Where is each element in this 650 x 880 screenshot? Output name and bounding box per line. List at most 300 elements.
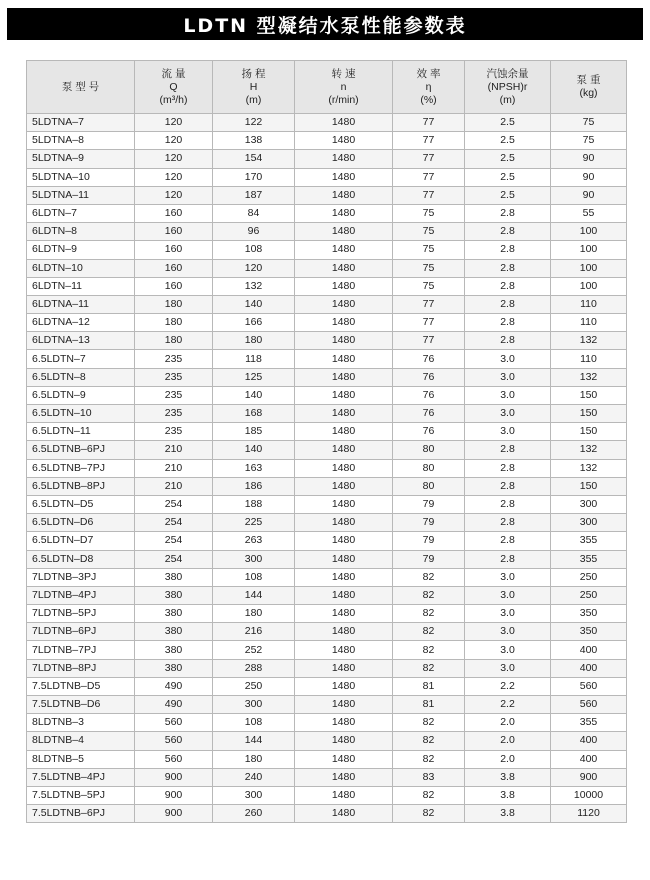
- cell-npsh: 2.5: [465, 168, 551, 186]
- cell-model: 6.5LDTN–D6: [27, 514, 135, 532]
- cell-efficiency: 82: [393, 750, 465, 768]
- cell-flow: 120: [135, 186, 213, 204]
- cell-speed: 1480: [295, 314, 393, 332]
- cell-flow: 380: [135, 586, 213, 604]
- cell-weight: 132: [551, 332, 627, 350]
- cell-speed: 1480: [295, 677, 393, 695]
- cell-head: 132: [213, 277, 295, 295]
- cell-efficiency: 82: [393, 732, 465, 750]
- cell-flow: 210: [135, 441, 213, 459]
- cell-efficiency: 76: [393, 350, 465, 368]
- cell-model: 6.5LDTN–D5: [27, 495, 135, 513]
- cell-model: 6.5LDTN–7: [27, 350, 135, 368]
- cell-efficiency: 75: [393, 277, 465, 295]
- cell-npsh: 2.8: [465, 332, 551, 350]
- cell-npsh: 2.8: [465, 441, 551, 459]
- cell-npsh: 2.8: [465, 532, 551, 550]
- table-row: [27, 204, 627, 222]
- table-row: [27, 550, 627, 568]
- cell-efficiency: 77: [393, 332, 465, 350]
- cell-flow: 380: [135, 659, 213, 677]
- cell-efficiency: 80: [393, 459, 465, 477]
- header-flow-line2: Q: [169, 80, 178, 93]
- cell-model: 6.5LDTN–11: [27, 423, 135, 441]
- cell-speed: 1480: [295, 132, 393, 150]
- table-row: [27, 659, 627, 677]
- table-row: [27, 605, 627, 623]
- header-weight-line1: 泵 重: [576, 74, 601, 86]
- cell-npsh: 2.5: [465, 186, 551, 204]
- cell-efficiency: 80: [393, 441, 465, 459]
- cell-npsh: 3.0: [465, 605, 551, 623]
- cell-head: 180: [213, 332, 295, 350]
- header-head-line1: 扬 程: [241, 67, 266, 80]
- cell-speed: 1480: [295, 441, 393, 459]
- cell-model: 7LDTNB–8PJ: [27, 659, 135, 677]
- table-row: [27, 714, 627, 732]
- cell-weight: 110: [551, 350, 627, 368]
- cell-model: 6LDTN–7: [27, 204, 135, 222]
- table-row: [27, 259, 627, 277]
- table-row: [27, 368, 627, 386]
- cell-efficiency: 82: [393, 714, 465, 732]
- cell-efficiency: 82: [393, 805, 465, 823]
- cell-model: 6LDTNA–12: [27, 314, 135, 332]
- cell-weight: 10000: [551, 786, 627, 804]
- table-row: [27, 677, 627, 695]
- cell-weight: 100: [551, 223, 627, 241]
- cell-efficiency: 82: [393, 641, 465, 659]
- cell-speed: 1480: [295, 786, 393, 804]
- cell-speed: 1480: [295, 150, 393, 168]
- cell-npsh: 2.8: [465, 314, 551, 332]
- cell-model: 7.5LDTNB–4PJ: [27, 768, 135, 786]
- cell-speed: 1480: [295, 223, 393, 241]
- cell-head: 163: [213, 459, 295, 477]
- cell-speed: 1480: [295, 514, 393, 532]
- cell-npsh: 3.0: [465, 368, 551, 386]
- table-row: [27, 805, 627, 823]
- cell-weight: 250: [551, 586, 627, 604]
- table-row: [27, 623, 627, 641]
- cell-efficiency: 75: [393, 241, 465, 259]
- cell-model: 7LDTNB–7PJ: [27, 641, 135, 659]
- cell-npsh: 2.8: [465, 204, 551, 222]
- cell-speed: 1480: [295, 295, 393, 313]
- header-efficiency-line3: (%): [420, 93, 437, 106]
- cell-head: 96: [213, 223, 295, 241]
- table-row: [27, 641, 627, 659]
- cell-npsh: 2.8: [465, 277, 551, 295]
- cell-flow: 490: [135, 696, 213, 714]
- cell-efficiency: 81: [393, 696, 465, 714]
- cell-efficiency: 77: [393, 295, 465, 313]
- column-header-efficiency: [393, 61, 465, 114]
- cell-efficiency: 82: [393, 786, 465, 804]
- cell-efficiency: 77: [393, 114, 465, 132]
- cell-flow: 380: [135, 568, 213, 586]
- cell-model: 6LDTNA–11: [27, 295, 135, 313]
- cell-efficiency: 79: [393, 532, 465, 550]
- cell-flow: 254: [135, 532, 213, 550]
- cell-efficiency: 79: [393, 514, 465, 532]
- cell-weight: 90: [551, 168, 627, 186]
- cell-flow: 180: [135, 295, 213, 313]
- table-row: [27, 314, 627, 332]
- cell-model: 7.5LDTNB–D5: [27, 677, 135, 695]
- cell-efficiency: 77: [393, 150, 465, 168]
- cell-model: 6.5LDTN–9: [27, 386, 135, 404]
- cell-model: 6.5LDTN–D7: [27, 532, 135, 550]
- cell-head: 252: [213, 641, 295, 659]
- cell-speed: 1480: [295, 204, 393, 222]
- cell-efficiency: 80: [393, 477, 465, 495]
- cell-weight: 90: [551, 150, 627, 168]
- header-model-line1: 泵 型 号: [61, 80, 100, 93]
- cell-flow: 380: [135, 623, 213, 641]
- cell-weight: 400: [551, 641, 627, 659]
- table-row: [27, 514, 627, 532]
- header-npsh-line1: 汽蚀余量: [486, 67, 529, 80]
- cell-head: 260: [213, 805, 295, 823]
- cell-model: 7LDTNB–4PJ: [27, 586, 135, 604]
- cell-model: 6LDTN–11: [27, 277, 135, 295]
- cell-speed: 1480: [295, 586, 393, 604]
- cell-flow: 380: [135, 641, 213, 659]
- cell-speed: 1480: [295, 623, 393, 641]
- cell-head: 108: [213, 714, 295, 732]
- table-row: [27, 405, 627, 423]
- table-row: [27, 477, 627, 495]
- cell-model: 7.5LDTNB–6PJ: [27, 805, 135, 823]
- table-row: [27, 750, 627, 768]
- table-row: [27, 768, 627, 786]
- table-row: [27, 586, 627, 604]
- header-speed-line1: 转 速: [331, 67, 356, 80]
- cell-speed: 1480: [295, 714, 393, 732]
- cell-flow: 235: [135, 405, 213, 423]
- cell-efficiency: 82: [393, 623, 465, 641]
- cell-npsh: 3.8: [465, 805, 551, 823]
- table-row: [27, 114, 627, 132]
- cell-npsh: 3.0: [465, 405, 551, 423]
- cell-weight: 100: [551, 259, 627, 277]
- cell-head: 122: [213, 114, 295, 132]
- cell-weight: 110: [551, 295, 627, 313]
- cell-model: 5LDTNA–9: [27, 150, 135, 168]
- header-head-line3: (m): [245, 93, 262, 106]
- cell-weight: 132: [551, 459, 627, 477]
- cell-flow: 560: [135, 750, 213, 768]
- column-header-weight: [551, 61, 627, 114]
- cell-flow: 235: [135, 368, 213, 386]
- cell-weight: 300: [551, 514, 627, 532]
- cell-speed: 1480: [295, 805, 393, 823]
- table-row: [27, 168, 627, 186]
- header-row: [27, 61, 627, 114]
- cell-flow: 120: [135, 132, 213, 150]
- cell-speed: 1480: [295, 405, 393, 423]
- cell-weight: 250: [551, 568, 627, 586]
- cell-head: 120: [213, 259, 295, 277]
- cell-flow: 235: [135, 423, 213, 441]
- cell-flow: 560: [135, 732, 213, 750]
- cell-head: 108: [213, 241, 295, 259]
- cell-flow: 210: [135, 477, 213, 495]
- cell-head: 108: [213, 568, 295, 586]
- cell-model: 6.5LDTNB–7PJ: [27, 459, 135, 477]
- cell-model: 5LDTNA–8: [27, 132, 135, 150]
- cell-speed: 1480: [295, 641, 393, 659]
- cell-speed: 1480: [295, 696, 393, 714]
- cell-speed: 1480: [295, 605, 393, 623]
- cell-speed: 1480: [295, 750, 393, 768]
- cell-weight: 150: [551, 386, 627, 404]
- cell-weight: 90: [551, 186, 627, 204]
- cell-speed: 1480: [295, 241, 393, 259]
- cell-model: 6.5LDTN–10: [27, 405, 135, 423]
- cell-model: 8LDTNB–4: [27, 732, 135, 750]
- cell-weight: 350: [551, 623, 627, 641]
- header-npsh-line2: (NPSH)r: [487, 80, 528, 93]
- header-npsh-line3: (m): [499, 93, 516, 106]
- cell-model: 6LDTN–9: [27, 241, 135, 259]
- cell-head: 288: [213, 659, 295, 677]
- header-speed-line3: (r/min): [328, 93, 359, 106]
- cell-efficiency: 82: [393, 605, 465, 623]
- table-row: [27, 459, 627, 477]
- cell-model: 7LDTNB–3PJ: [27, 568, 135, 586]
- table-row: [27, 732, 627, 750]
- cell-npsh: 2.5: [465, 132, 551, 150]
- cell-head: 140: [213, 386, 295, 404]
- cell-head: 188: [213, 495, 295, 513]
- cell-weight: 55: [551, 204, 627, 222]
- cell-efficiency: 77: [393, 168, 465, 186]
- cell-head: 187: [213, 186, 295, 204]
- cell-model: 6.5LDTN–8: [27, 368, 135, 386]
- cell-npsh: 3.0: [465, 586, 551, 604]
- cell-weight: 300: [551, 495, 627, 513]
- cell-model: 7LDTNB–5PJ: [27, 605, 135, 623]
- cell-speed: 1480: [295, 332, 393, 350]
- cell-speed: 1480: [295, 659, 393, 677]
- header-head-line2: H: [249, 80, 258, 93]
- cell-head: 168: [213, 405, 295, 423]
- cell-npsh: 2.5: [465, 150, 551, 168]
- cell-speed: 1480: [295, 459, 393, 477]
- cell-head: 240: [213, 768, 295, 786]
- cell-flow: 160: [135, 223, 213, 241]
- cell-model: 7.5LDTNB–5PJ: [27, 786, 135, 804]
- cell-flow: 160: [135, 241, 213, 259]
- table-row: [27, 223, 627, 241]
- cell-npsh: 2.2: [465, 696, 551, 714]
- cell-head: 144: [213, 732, 295, 750]
- cell-flow: 254: [135, 550, 213, 568]
- cell-efficiency: 82: [393, 586, 465, 604]
- cell-flow: 180: [135, 314, 213, 332]
- header-flow-line1: 流 量: [161, 67, 186, 80]
- cell-flow: 120: [135, 150, 213, 168]
- cell-flow: 235: [135, 350, 213, 368]
- cell-model: 6.5LDTN–D8: [27, 550, 135, 568]
- cell-speed: 1480: [295, 259, 393, 277]
- cell-speed: 1480: [295, 550, 393, 568]
- cell-flow: 235: [135, 386, 213, 404]
- cell-npsh: 3.0: [465, 423, 551, 441]
- cell-head: 300: [213, 696, 295, 714]
- cell-head: 144: [213, 586, 295, 604]
- cell-weight: 75: [551, 132, 627, 150]
- cell-weight: 1120: [551, 805, 627, 823]
- cell-flow: 560: [135, 714, 213, 732]
- cell-npsh: 3.0: [465, 641, 551, 659]
- cell-weight: 132: [551, 441, 627, 459]
- cell-efficiency: 75: [393, 223, 465, 241]
- column-header-flow: [135, 61, 213, 114]
- cell-flow: 254: [135, 495, 213, 513]
- cell-efficiency: 77: [393, 186, 465, 204]
- cell-speed: 1480: [295, 168, 393, 186]
- cell-head: 84: [213, 204, 295, 222]
- cell-npsh: 3.0: [465, 568, 551, 586]
- cell-efficiency: 76: [393, 405, 465, 423]
- cell-weight: 75: [551, 114, 627, 132]
- cell-efficiency: 81: [393, 677, 465, 695]
- cell-head: 180: [213, 750, 295, 768]
- table-row: [27, 132, 627, 150]
- cell-weight: 355: [551, 550, 627, 568]
- cell-speed: 1480: [295, 568, 393, 586]
- cell-model: 5LDTNA–10: [27, 168, 135, 186]
- cell-head: 225: [213, 514, 295, 532]
- cell-weight: 560: [551, 696, 627, 714]
- cell-efficiency: 82: [393, 659, 465, 677]
- cell-head: 180: [213, 605, 295, 623]
- column-header-head: [213, 61, 295, 114]
- cell-weight: 100: [551, 277, 627, 295]
- cell-efficiency: 75: [393, 259, 465, 277]
- cell-npsh: 3.0: [465, 659, 551, 677]
- cell-npsh: 3.0: [465, 386, 551, 404]
- cell-head: 186: [213, 477, 295, 495]
- cell-head: 125: [213, 368, 295, 386]
- cell-efficiency: 77: [393, 132, 465, 150]
- cell-flow: 160: [135, 259, 213, 277]
- cell-weight: 355: [551, 532, 627, 550]
- cell-head: 300: [213, 550, 295, 568]
- table-row: [27, 441, 627, 459]
- table-row: [27, 150, 627, 168]
- cell-flow: 180: [135, 332, 213, 350]
- header-efficiency-line2: η: [425, 80, 432, 93]
- cell-efficiency: 75: [393, 204, 465, 222]
- cell-efficiency: 83: [393, 768, 465, 786]
- table-row: [27, 277, 627, 295]
- header-efficiency-line1: 效 率: [416, 67, 441, 80]
- page-title: LDTN 型凝结水泵性能参数表: [7, 8, 643, 40]
- table-row: [27, 696, 627, 714]
- cell-flow: 210: [135, 459, 213, 477]
- column-header-npsh: [465, 61, 551, 114]
- cell-weight: 355: [551, 714, 627, 732]
- cell-head: 140: [213, 295, 295, 313]
- cell-head: 118: [213, 350, 295, 368]
- cell-weight: 100: [551, 241, 627, 259]
- cell-model: 6.5LDTNB–8PJ: [27, 477, 135, 495]
- cell-weight: 110: [551, 314, 627, 332]
- cell-npsh: 2.8: [465, 459, 551, 477]
- table-row: [27, 786, 627, 804]
- cell-flow: 120: [135, 168, 213, 186]
- cell-npsh: 2.8: [465, 514, 551, 532]
- cell-npsh: 3.0: [465, 350, 551, 368]
- cell-npsh: 2.0: [465, 750, 551, 768]
- cell-model: 5LDTNA–11: [27, 186, 135, 204]
- cell-flow: 900: [135, 768, 213, 786]
- cell-weight: 400: [551, 659, 627, 677]
- cell-weight: 150: [551, 405, 627, 423]
- table-row: [27, 568, 627, 586]
- cell-model: 6LDTN–8: [27, 223, 135, 241]
- cell-efficiency: 79: [393, 550, 465, 568]
- table-row: [27, 495, 627, 513]
- header-weight-line3: (kg): [579, 87, 598, 99]
- cell-npsh: 2.8: [465, 295, 551, 313]
- table-body: [27, 114, 627, 823]
- cell-weight: 132: [551, 368, 627, 386]
- cell-speed: 1480: [295, 277, 393, 295]
- cell-speed: 1480: [295, 186, 393, 204]
- table-row: [27, 241, 627, 259]
- parameter-table: [26, 60, 627, 823]
- cell-flow: 160: [135, 277, 213, 295]
- cell-weight: 400: [551, 732, 627, 750]
- cell-head: 263: [213, 532, 295, 550]
- cell-head: 170: [213, 168, 295, 186]
- cell-weight: 560: [551, 677, 627, 695]
- cell-model: 7.5LDTNB–D6: [27, 696, 135, 714]
- cell-speed: 1480: [295, 495, 393, 513]
- cell-model: 6LDTN–10: [27, 259, 135, 277]
- cell-flow: 490: [135, 677, 213, 695]
- cell-head: 154: [213, 150, 295, 168]
- cell-weight: 350: [551, 605, 627, 623]
- table-row: [27, 332, 627, 350]
- cell-flow: 380: [135, 605, 213, 623]
- cell-weight: 400: [551, 750, 627, 768]
- cell-model: 7LDTNB–6PJ: [27, 623, 135, 641]
- cell-speed: 1480: [295, 732, 393, 750]
- cell-npsh: 2.8: [465, 241, 551, 259]
- table-row: [27, 350, 627, 368]
- cell-npsh: 2.0: [465, 732, 551, 750]
- cell-model: 8LDTNB–5: [27, 750, 135, 768]
- cell-npsh: 2.0: [465, 714, 551, 732]
- cell-flow: 900: [135, 786, 213, 804]
- header-speed-line2: n: [340, 80, 347, 93]
- cell-weight: 150: [551, 423, 627, 441]
- cell-speed: 1480: [295, 350, 393, 368]
- cell-efficiency: 82: [393, 568, 465, 586]
- cell-npsh: 2.2: [465, 677, 551, 695]
- cell-npsh: 2.8: [465, 477, 551, 495]
- cell-head: 138: [213, 132, 295, 150]
- cell-head: 300: [213, 786, 295, 804]
- cell-model: 6LDTNA–13: [27, 332, 135, 350]
- cell-npsh: 2.8: [465, 495, 551, 513]
